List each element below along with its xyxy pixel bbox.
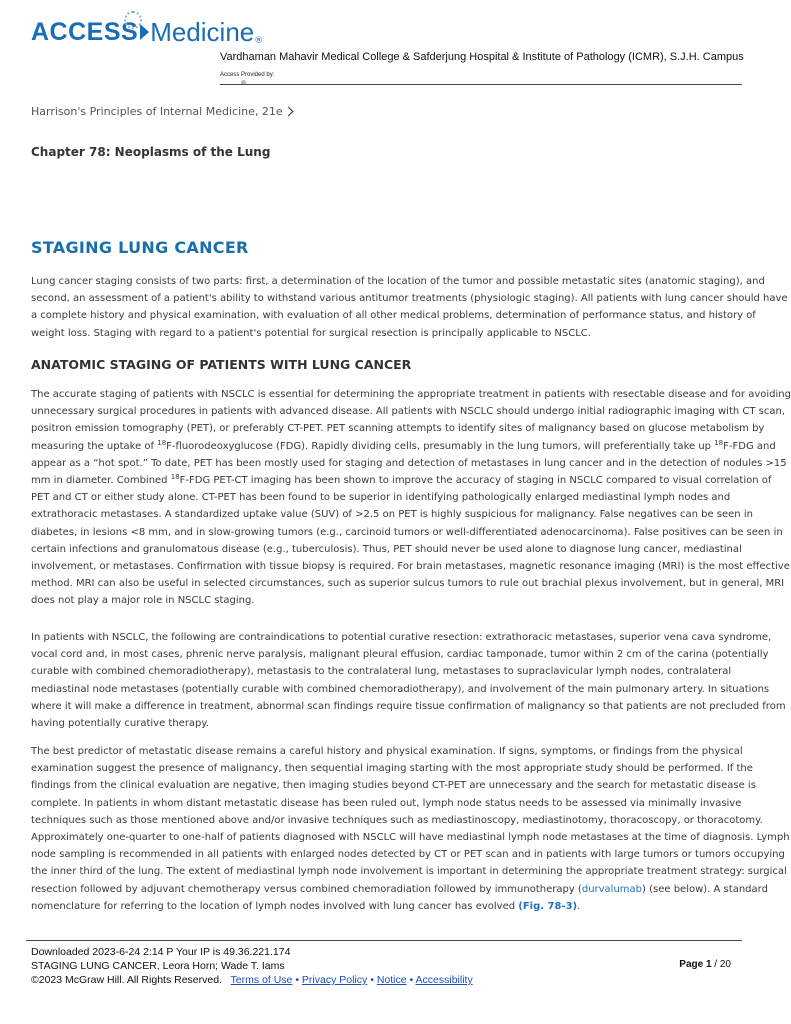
text-segment: mm in diameter. Combined <box>31 475 171 487</box>
subsection-heading: ANATOMIC STAGING OF PATIENTS WITH LUNG CANCER <box>31 357 412 372</box>
bullet-separator: • <box>370 974 374 986</box>
copyright: ©2023 McGraw Hill. All Rights Reserved. <box>31 974 222 986</box>
durvalumab-link[interactable]: durvalumab <box>581 883 643 895</box>
bullet-separator: • <box>295 974 299 986</box>
paragraph-metastatic-predictor <box>31 743 790 915</box>
header-divider <box>220 84 742 85</box>
text-segment: F-FDG PET-CT imaging has been shown to improve the accuracy of staging in NSCLC compared to visual correlation of <box>179 475 772 487</box>
text-line <box>31 881 768 898</box>
text-line: having potentially curative therapy. <box>31 718 210 730</box>
page-footer <box>31 945 473 987</box>
text-line <box>31 898 739 915</box>
text-line: PET and CT or either study alone. CT-PET has been found to be superior in identifying pathologically enlarged mediastinal lymph nodes and <box>31 492 731 504</box>
text-line: a complete history and physical examination, with evaluation of all other medical problems, determination of performance status, and history of <box>31 310 756 322</box>
text-line: complete. In patients in whom distant metastatic disease has been ruled out, lymph node status needs to be assessed via minimally invasive <box>31 797 742 809</box>
text-line: positron emission tomography (PET), or preferably CT-PET. PET scanning attempts to identify sites of malignancy based on glucose metabolism by <box>31 423 765 435</box>
breadcrumb[interactable] <box>31 105 292 118</box>
text-segment: ) (see below). A standard <box>642 883 768 895</box>
logo-access-text: ACCESS <box>31 17 139 46</box>
logo-medicine-text: Medicine <box>150 16 255 47</box>
privacy-policy-link[interactable]: Privacy Policy <box>301 974 368 986</box>
text-segment: F-fluorodeoxyglucose (FDG). Rapidly dividing cells, presumably in the lung tumors, will preferentially take up <box>166 440 715 452</box>
page-label: Page <box>679 959 704 970</box>
text-line: node sampling is recommended in all patients with enlarged nodes detected by CT or PET scan and in patients with large tumors or tumors occupying <box>31 849 785 861</box>
page-total: 20 <box>719 959 731 970</box>
text-line: examination suggest the presence of malignancy, then sequential imaging starting with the most appropriate study should be performed. If the <box>31 763 753 775</box>
text-line <box>31 438 776 455</box>
text-line: weight loss. Staging with regard to a patient's potential for surgical resection is principally applicable to NSCLC. <box>31 327 591 339</box>
footer-links-line <box>31 973 473 987</box>
text-line: where it will make a difference in treatment, abnormal scan findings require tissue confirmation of malignancy so that patients are not precluded from <box>31 700 786 712</box>
text-segment: measuring the uptake of <box>31 440 158 452</box>
chapter-title: Chapter 78: Neoplasms of the Lung <box>31 145 271 159</box>
text-line: unnecessary surgical procedures in patients with advanced disease. All patients with NSCLC should undergo initial radiographic imaging with CT scan, <box>31 406 786 418</box>
text-segment: . <box>577 900 581 912</box>
breadcrumb-book-title[interactable]: Harrison's Principles of Internal Medicine, 21e <box>31 105 283 118</box>
text-line: appear as a “hot spot.” To date, PET has been mostly used for staging and detection of metastases in lung cancer and in the detection of nodules >15 <box>31 457 787 469</box>
text-line <box>31 472 772 489</box>
paragraph-intro <box>31 273 788 342</box>
section-heading: STAGING LUNG CANCER <box>31 238 249 257</box>
superscript-18: 18 <box>170 473 180 482</box>
text-line: The accurate staging of patients with NSCLC is essential for determining the appropriate treatment in patients with resectable disease and for avoiding <box>31 389 791 400</box>
download-info: Downloaded 2023-6-24 2:14 P Your IP is 49.36.221.174 <box>31 946 291 958</box>
text-line: curable with combined chemoradiotherapy), metastasis to the contralateral lung, metastases to supraclavicular lymph nodes, contralateral <box>31 666 732 678</box>
superscript-18: 18 <box>714 438 724 447</box>
text-line: method. MRI can also be useful in selected circumstances, such as superior sulcus tumors to rule out brachial plexus involvement, but in general, MRI <box>31 578 785 590</box>
text-line: In patients with NSCLC, the following are contraindications to potential curative resection: extrathoracic metastases, superior vena cava syndrome, <box>31 632 772 643</box>
text-line: vocal cord and, in most cases, phrenic nerve paralysis, malignant pleural effusion, cardiac tamponade, tumor within 2 cm of the carina (potentially <box>31 649 769 661</box>
bullet-separator: • <box>409 974 414 986</box>
text-line: second, an assessment of a patient's ability to withstand various antitumor treatments (physiologic staging). All patients with lung cancer should have <box>31 293 788 305</box>
footer-divider <box>26 940 742 941</box>
text-line: techniques such as those mentioned above and/or invasive techniques such as mediastinoscopy, mediastinotomy, thoracoscopy, or thoracotomy. <box>31 814 763 826</box>
text-segment: nomenclature for referring to the location of lymph nodes involved with lung cancer has evolved <box>31 900 519 912</box>
text-line: the inner third of the lung. The extent of mediastinal lymph node involvement is important in determining the appropriate treatment strategy: surgical <box>31 866 787 878</box>
page-current: 1 <box>705 959 712 970</box>
citation: STAGING LUNG CANCER, Leora Horn; Wade T. Iams <box>31 960 285 972</box>
text-line: involvement, or metastases. Confirmation with tissue biopsy is required. For brain metastases, magnetic resonance imaging (MRI) is the most effective <box>31 561 790 573</box>
figure-78-3-link[interactable]: (Fig. 78-3) <box>518 900 578 912</box>
page-number <box>679 959 731 970</box>
text-line: Approximately one-quarter to one-half of patients diagnosed with NSCLC will have mediastinal lymph node metastases at the time of diagnosis. Lymph <box>31 832 790 844</box>
text-line: certain infections and granulomatous disease (e.g., tuberculosis). Thus, PET should never be used alone to diagnose lung cancer, mediastinal <box>31 543 742 555</box>
text-segment: resection followed by adjuvant chemotherapy versus combined chemoradiation followed by immunotherapy ( <box>31 883 582 895</box>
terms-of-use-link[interactable]: Terms of Use <box>230 974 293 986</box>
text-line: diabetes, in lesions <8 mm, and in slow-growing tumors (e.g., carcinoid tumors or well-differentiated adenocarcinoma). False positives can be seen in <box>31 526 783 538</box>
access-medicine-logo[interactable] <box>31 14 263 50</box>
accessibility-link[interactable]: Accessibility <box>415 974 473 986</box>
chevron-right-icon <box>283 107 293 117</box>
superscript-18: 18 <box>157 438 167 447</box>
notice-link[interactable]: Notice <box>376 974 407 986</box>
text-line: extrathoracic metastases. A standardized uptake value (SUV) of >2.5 on PET is highly suspicious for malignancy. False negatives can be seen in <box>31 509 753 521</box>
logo-arrow-icon <box>140 24 149 40</box>
text-line: findings from the clinical evaluation are negative, then imaging studies beyond CT-PET are unnecessary and the search for metastatic disease is <box>31 780 756 792</box>
paragraph-anatomic-staging <box>31 386 791 610</box>
logo-registered-mark: ® <box>254 36 264 46</box>
text-line: mediastinal node metastases (potentially curable with combined chemoradiotherapy), and involvement of the main pulmonary artery. In situations <box>31 683 770 695</box>
text-line: does not play a major role in NSCLC staging. <box>31 595 255 607</box>
paragraph-contraindications <box>31 629 786 732</box>
text-segment: F-FDG and <box>723 440 776 452</box>
logo-gear-icon <box>124 11 142 29</box>
text-line: Lung cancer staging consists of two parts: first, a determination of the location of the tumor and possible metastatic sites (anatomic staging), and <box>31 276 765 287</box>
text-line: The best predictor of metastatic disease remains a careful history and physical examination. If signs, symptoms, or findings from the physical <box>31 746 743 757</box>
access-provided-label: Access Provided by: <box>220 72 275 78</box>
page-separator: / <box>711 959 720 970</box>
institution-name: Vardhaman Mahavir Medical College & Safderjung Hospital & Institute of Pathology (ICMR), S.J.H. Campus <box>220 51 744 63</box>
